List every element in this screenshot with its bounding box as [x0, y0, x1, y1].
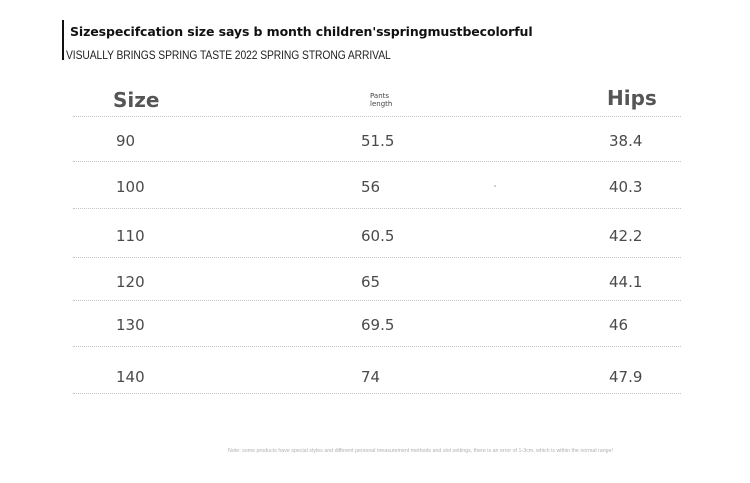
column-header-size: Size: [113, 88, 160, 112]
table-cell-hips: 44.1: [609, 273, 643, 291]
table-cell-pants-length: 65: [361, 273, 381, 291]
table-cell-pants-length: 56: [361, 178, 381, 196]
table-cell-hips: 46: [609, 316, 629, 334]
table-cell-pants-length: 69.5: [361, 316, 395, 334]
table-cell-hips: 42.2: [609, 227, 643, 245]
table-cell-hips: 38.4: [609, 132, 643, 150]
page-subtitle: VISUALLY BRINGS SPRING TASTE 2022 SPRING STRONG ARRIVAL: [66, 48, 391, 62]
row-divider: [73, 300, 681, 301]
table-cell-hips: 47.9: [609, 368, 643, 386]
table-cell-size: 120: [116, 273, 145, 291]
table-cell-pants-length: 74: [361, 368, 381, 386]
table-cell-size: 90: [116, 132, 136, 150]
column-header-pants-length: [370, 92, 400, 108]
row-divider: [73, 208, 681, 209]
table-cell-size: 140: [116, 368, 145, 386]
row-divider: [73, 257, 681, 258]
table-cell-pants-length: 60.5: [361, 227, 395, 245]
row-divider: [73, 161, 681, 162]
column-header-pants-line1: Pants: [370, 92, 390, 100]
table-cell-pants-length: 51.5: [361, 132, 395, 150]
column-header-hips: Hips: [607, 86, 657, 110]
row-divider: [73, 393, 681, 394]
row-divider: [73, 346, 681, 347]
table-cell-size: 100: [116, 178, 145, 196]
footnote: Note: some products have special styles and different personal measurement methods and slot settings, there is an error of 1-3cm, which is within the normal range!: [228, 448, 614, 454]
table-cell-size: 130: [116, 316, 145, 334]
table-cell-hips: 40.3: [609, 178, 643, 196]
page-title: Sizespecifcation size says b month children'sspringmustbecolorful: [70, 24, 533, 39]
row-divider: [73, 116, 681, 117]
column-header-pants-line2: length: [370, 100, 393, 108]
table-cell-size: 110: [116, 227, 145, 245]
stray-dot: [494, 185, 496, 187]
